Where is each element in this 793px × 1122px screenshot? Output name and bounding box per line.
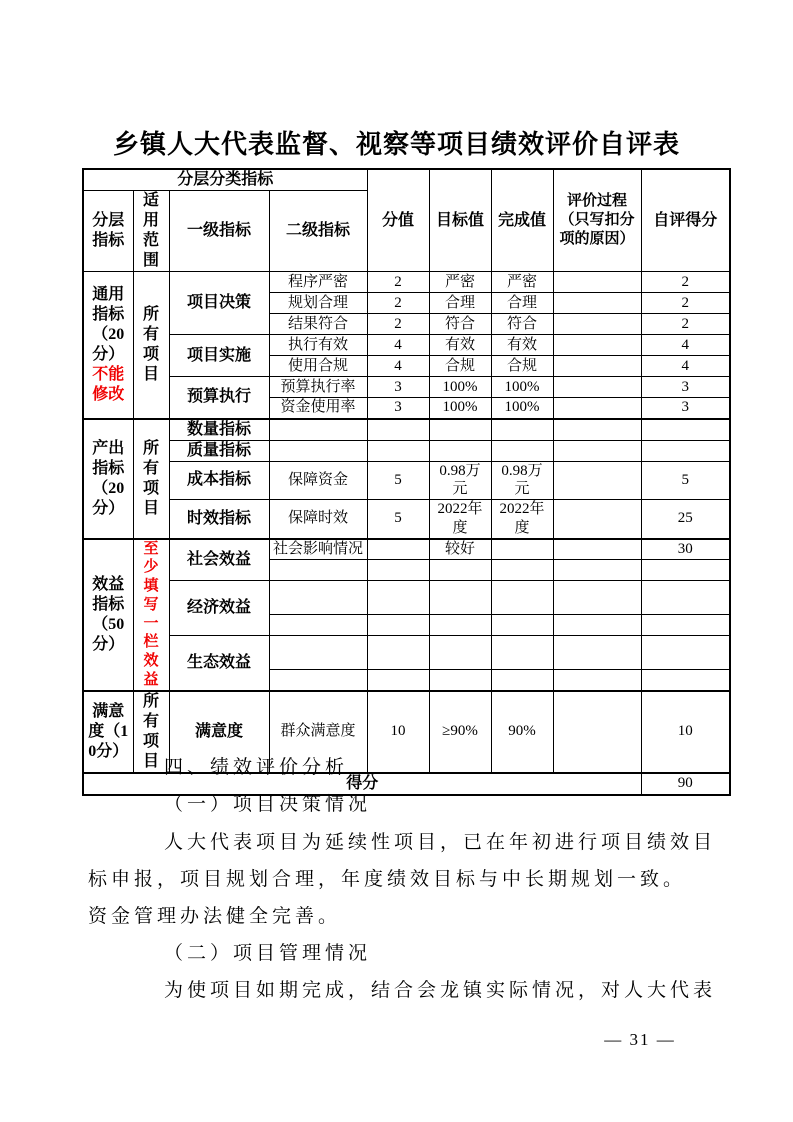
score-cell: 2	[367, 293, 429, 314]
table-row	[83, 461, 730, 500]
l1-cell: 满意度	[169, 691, 269, 773]
process-cell	[553, 356, 641, 377]
header-scope: 适用范围	[133, 191, 169, 272]
table-row	[83, 581, 730, 615]
scope-cell: 所有项目	[133, 419, 169, 539]
target-cell: 有效	[429, 335, 491, 356]
target-cell	[429, 440, 491, 461]
process-cell	[553, 615, 641, 636]
l1-cell: 成本指标	[169, 461, 269, 500]
process-cell	[553, 461, 641, 500]
evaluation-table	[82, 168, 731, 796]
scope-cell: 所有项目	[133, 272, 169, 419]
l1-cell: 生态效益	[169, 636, 269, 691]
l1-cell: 质量指标	[169, 440, 269, 461]
process-cell	[553, 500, 641, 539]
score-cell: 2	[367, 314, 429, 335]
analysis-paragraph-1-line-3: 资金管理办法健全完善。	[88, 906, 342, 927]
l2-cell: 执行有效	[269, 335, 367, 356]
page-number: — 31 —	[604, 1030, 676, 1049]
process-cell	[553, 293, 641, 314]
self-cell	[641, 636, 730, 670]
process-cell	[553, 440, 641, 461]
done-cell	[491, 670, 553, 691]
l2-cell: 程序严密	[269, 272, 367, 293]
score-cell	[367, 539, 429, 560]
done-cell: 100%	[491, 398, 553, 419]
process-cell	[553, 398, 641, 419]
l2-cell	[269, 636, 367, 670]
score-cell	[367, 419, 429, 441]
l1-cell: 时效指标	[169, 500, 269, 539]
header-level2: 二级指标	[269, 191, 367, 272]
table-row	[83, 539, 730, 560]
process-cell	[553, 581, 641, 615]
layer-note-red: 不能修改	[92, 365, 125, 403]
target-cell: 严密	[429, 272, 491, 293]
analysis-paragraph-2-line-1: 为使项目如期完成，结合会龙镇实际情况，对人大代表	[164, 980, 717, 1001]
self-cell	[641, 419, 730, 441]
l1-cell: 项目决策	[169, 272, 269, 335]
l1-cell: 经济效益	[169, 581, 269, 636]
page-title: 乡镇人大代表监督、视察等项目绩效评价自评表	[112, 130, 680, 159]
score-cell	[367, 670, 429, 691]
done-cell	[491, 539, 553, 560]
l1-cell: 项目实施	[169, 335, 269, 377]
process-cell	[553, 636, 641, 670]
analysis-subheading-1: （一）项目决策情况	[164, 794, 372, 815]
l2-cell: 规划合理	[269, 293, 367, 314]
self-cell: 2	[641, 293, 730, 314]
self-cell: 3	[641, 398, 730, 419]
self-cell	[641, 581, 730, 615]
self-cell: 4	[641, 356, 730, 377]
analysis-paragraph-1-line-2: 标申报，项目规划合理，年度绩效目标与中长期规划一致。	[88, 869, 687, 890]
header-self: 自评得分	[641, 169, 730, 272]
table-row	[83, 335, 730, 356]
self-cell: 4	[641, 335, 730, 356]
process-cell	[553, 419, 641, 441]
target-cell	[429, 670, 491, 691]
score-cell	[367, 581, 429, 615]
header-score: 分值	[367, 169, 429, 272]
process-cell	[553, 691, 641, 773]
l2-cell: 结果符合	[269, 314, 367, 335]
scope-note-red: 至少填写一栏效益	[133, 539, 169, 691]
scope-cell: 所有项目	[133, 691, 169, 773]
done-cell	[491, 440, 553, 461]
score-cell: 5	[367, 461, 429, 500]
process-cell	[553, 670, 641, 691]
score-cell	[367, 560, 429, 581]
layer-cell: 满意度（10分）	[83, 691, 133, 773]
self-cell: 3	[641, 377, 730, 398]
self-cell: 10	[641, 691, 730, 773]
l2-cell	[269, 670, 367, 691]
l2-cell: 保障时效	[269, 500, 367, 539]
process-cell	[553, 314, 641, 335]
self-cell: 2	[641, 314, 730, 335]
done-cell: 90%	[491, 691, 553, 773]
table-row	[83, 500, 730, 539]
header-done: 完成值	[491, 169, 553, 272]
score-cell	[367, 440, 429, 461]
done-cell: 严密	[491, 272, 553, 293]
l2-cell: 群众满意度	[269, 691, 367, 773]
score-cell: 3	[367, 377, 429, 398]
target-cell	[429, 581, 491, 615]
self-cell	[641, 560, 730, 581]
process-cell	[553, 272, 641, 293]
total-label: 得分	[83, 773, 641, 795]
header-layer: 分层指标	[83, 191, 133, 272]
process-cell	[553, 539, 641, 560]
target-cell: 合理	[429, 293, 491, 314]
self-cell: 25	[641, 500, 730, 539]
target-cell: 0.98万元	[429, 461, 491, 500]
score-cell: 3	[367, 398, 429, 419]
score-cell: 5	[367, 500, 429, 539]
target-cell: ≥90%	[429, 691, 491, 773]
l2-cell	[269, 615, 367, 636]
done-cell: 100%	[491, 377, 553, 398]
self-cell: 30	[641, 539, 730, 560]
target-cell: 2022年度	[429, 500, 491, 539]
l2-cell: 预算执行率	[269, 377, 367, 398]
header-process: 评价过程（只写扣分项的原因）	[553, 169, 641, 272]
done-cell: 合理	[491, 293, 553, 314]
target-cell	[429, 636, 491, 670]
process-cell	[553, 560, 641, 581]
target-cell: 符合	[429, 314, 491, 335]
analysis-heading: 四、绩效评价分析	[164, 757, 349, 778]
layer-label: 通用指标（20分）	[92, 285, 125, 363]
score-cell: 10	[367, 691, 429, 773]
score-cell	[367, 615, 429, 636]
target-cell: 100%	[429, 398, 491, 419]
l2-cell	[269, 560, 367, 581]
header-target: 目标值	[429, 169, 491, 272]
l1-cell: 数量指标	[169, 419, 269, 441]
total-value: 90	[641, 773, 730, 795]
target-cell	[429, 615, 491, 636]
analysis-subheading-2: （二）项目管理情况	[164, 943, 372, 964]
layer-cell: 效益指标（50分）	[83, 539, 133, 691]
table-row	[83, 440, 730, 461]
analysis-paragraph-1-line-1: 人大代表项目为延续性项目，已在年初进行项目绩效目	[164, 832, 717, 853]
l2-cell: 使用合规	[269, 356, 367, 377]
process-cell	[553, 335, 641, 356]
done-cell: 0.98万元	[491, 461, 553, 500]
done-cell: 2022年度	[491, 500, 553, 539]
done-cell	[491, 419, 553, 441]
done-cell: 符合	[491, 314, 553, 335]
target-cell: 较好	[429, 539, 491, 560]
target-cell	[429, 419, 491, 441]
self-cell	[641, 440, 730, 461]
done-cell	[491, 581, 553, 615]
table-row	[83, 419, 730, 441]
done-cell	[491, 615, 553, 636]
layer-cell	[83, 272, 133, 419]
target-cell	[429, 560, 491, 581]
header-group: 分层分类指标	[83, 169, 367, 191]
process-cell	[553, 377, 641, 398]
score-cell	[367, 636, 429, 670]
self-cell	[641, 615, 730, 636]
target-cell: 100%	[429, 377, 491, 398]
l2-cell: 资金使用率	[269, 398, 367, 419]
table-row	[83, 377, 730, 398]
done-cell: 有效	[491, 335, 553, 356]
target-cell: 合规	[429, 356, 491, 377]
score-cell: 2	[367, 272, 429, 293]
self-cell	[641, 670, 730, 691]
self-cell: 5	[641, 461, 730, 500]
l1-cell: 预算执行	[169, 377, 269, 419]
header-level1: 一级指标	[169, 191, 269, 272]
l2-cell	[269, 440, 367, 461]
l2-cell: 社会影响情况	[269, 539, 367, 560]
table-row	[83, 636, 730, 670]
layer-cell: 产出指标（20分）	[83, 419, 133, 539]
score-cell: 4	[367, 356, 429, 377]
l1-cell: 社会效益	[169, 539, 269, 581]
l2-cell	[269, 581, 367, 615]
table-row	[83, 272, 730, 293]
self-cell: 2	[641, 272, 730, 293]
l2-cell: 保障资金	[269, 461, 367, 500]
score-cell: 4	[367, 335, 429, 356]
l2-cell	[269, 419, 367, 441]
done-cell: 合规	[491, 356, 553, 377]
done-cell	[491, 560, 553, 581]
done-cell	[491, 636, 553, 670]
